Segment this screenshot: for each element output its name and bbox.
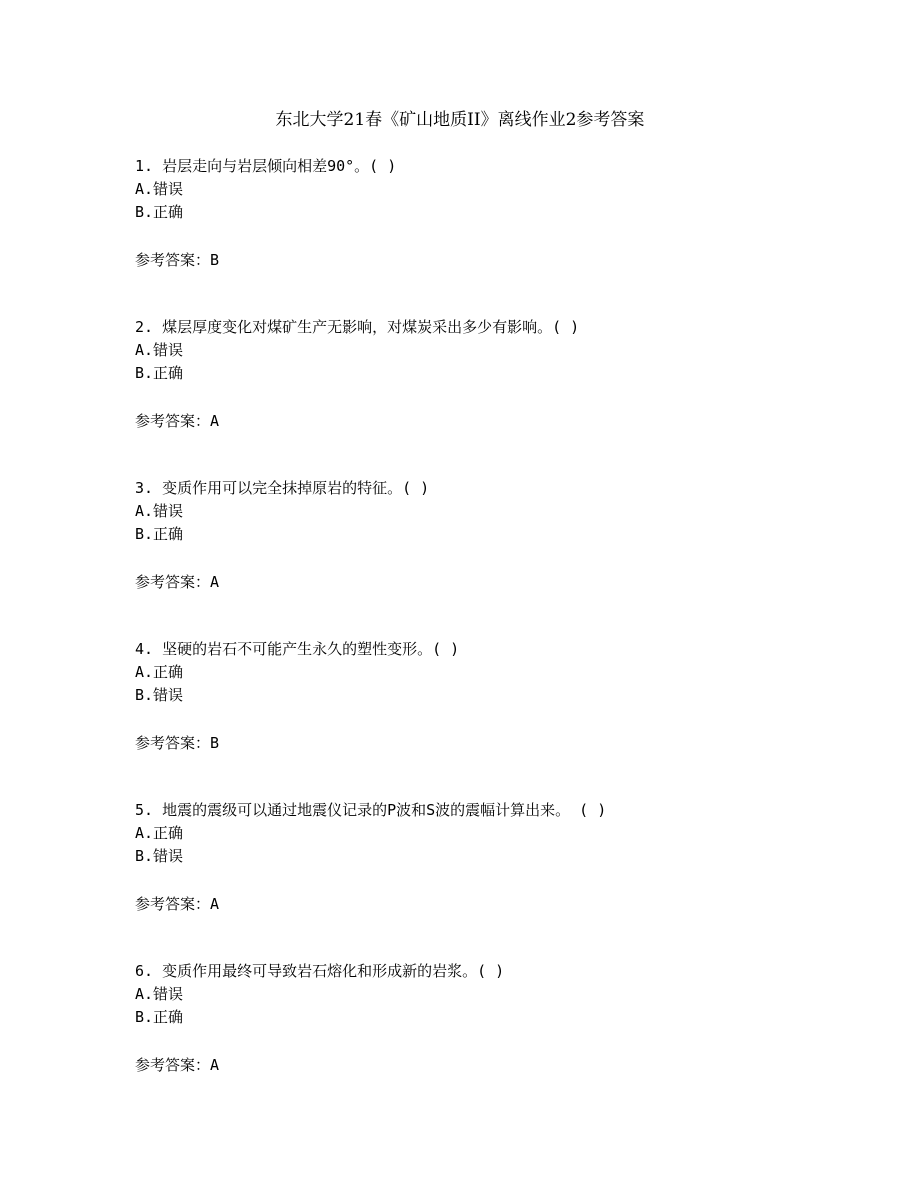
option-b: B.正确 [135, 1008, 184, 1026]
question-1 [135, 154, 835, 272]
answer-line [135, 248, 835, 272]
question-stem: 5. 地震的震级可以通过地震仪记录的P波和S波的震幅计算出来。 ( ) [135, 801, 607, 819]
question-2 [135, 315, 835, 433]
answer-line [135, 731, 835, 755]
question-3 [135, 476, 835, 594]
option-a: A.错误 [135, 502, 184, 520]
answer-line [135, 570, 835, 594]
answer-value: A [210, 1056, 220, 1074]
answer-value: A [210, 412, 220, 430]
question-stem: 3. 变质作用可以完全抹掉原岩的特征。( ) [135, 479, 430, 497]
question-stem: 6. 变质作用最终可导致岩石熔化和形成新的岩浆。( ) [135, 962, 505, 980]
option-b: B.错误 [135, 686, 184, 704]
answer-line [135, 892, 835, 916]
answer-label: 参考答案： [135, 1056, 211, 1074]
answer-value: B [210, 734, 220, 752]
answer-label: 参考答案： [135, 895, 211, 913]
option-b: B.错误 [135, 847, 184, 865]
answer-value: B [210, 251, 220, 269]
question-6 [135, 959, 835, 1077]
answer-label: 参考答案： [135, 573, 211, 591]
answer-line [135, 1053, 835, 1077]
option-a: A.错误 [135, 180, 184, 198]
answer-label: 参考答案： [135, 251, 211, 269]
option-b: B.正确 [135, 203, 184, 221]
document-title: 东北大学21春《矿山地质II》离线作业2参考答案 [275, 110, 645, 130]
option-b: B.正确 [135, 364, 184, 382]
question-stem: 4. 坚硬的岩石不可能产生永久的塑性变形。( ) [135, 640, 460, 658]
question-stem: 1. 岩层走向与岩层倾向相差90°。( ) [135, 157, 397, 175]
option-a: A.正确 [135, 824, 184, 842]
question-stem: 2. 煤层厚度变化对煤矿生产无影响，对煤炭采出多少有影响。( ) [135, 318, 580, 336]
option-a: A.错误 [135, 341, 184, 359]
option-a: A.正确 [135, 663, 184, 681]
question-5 [135, 798, 835, 916]
question-4 [135, 637, 835, 755]
answer-label: 参考答案： [135, 734, 211, 752]
answer-value: A [210, 895, 220, 913]
answer-line [135, 409, 835, 433]
option-a: A.错误 [135, 985, 184, 1003]
answer-value: A [210, 573, 220, 591]
answer-label: 参考答案： [135, 412, 211, 430]
option-b: B.正确 [135, 525, 184, 543]
